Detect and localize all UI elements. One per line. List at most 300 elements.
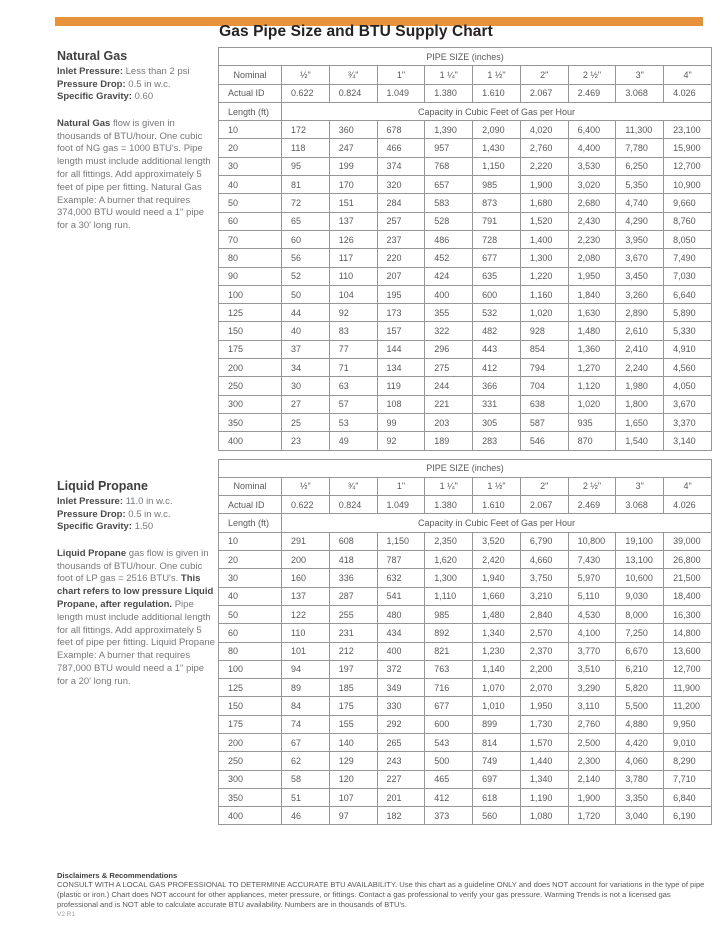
capacity-value: 8,050 bbox=[664, 230, 712, 248]
capacity-value: 3,040 bbox=[616, 807, 664, 825]
liquid-propane-table bbox=[218, 459, 712, 826]
capacity-value: 957 bbox=[425, 139, 473, 157]
table-row bbox=[219, 230, 712, 248]
capacity-value: 3,210 bbox=[520, 587, 568, 605]
capacity-value: 3,110 bbox=[568, 697, 616, 715]
actual-id-value: 0.622 bbox=[282, 496, 330, 514]
capacity-value: 424 bbox=[425, 267, 473, 285]
capacity-value: 99 bbox=[377, 413, 425, 431]
table-row bbox=[219, 752, 712, 770]
disclaimer-text: CONSULT WITH A LOCAL GAS PROFESSIONAL TO DETERMINE ACCURATE BTU AVAILABILITY. Use this chart as a guideline ONLY and does NOT account for variations in the type of pipe (plastic or iron.) Chart does NOT account for other appliances, meter pressure, or fittings. Contact a gas professional to verify your gas pressure. Warming Trends is not a licensed gas professional and is NOT able to calculate accurate BTU availability. Numbers are in thousands of BTU's. bbox=[57, 880, 705, 909]
liquid-propane-description bbox=[57, 548, 217, 689]
capacity-value: 3,350 bbox=[616, 788, 664, 806]
capacity-value: 1,480 bbox=[473, 605, 521, 623]
actual-id-value: 2.469 bbox=[568, 84, 616, 102]
capacity-value: 221 bbox=[425, 395, 473, 413]
capacity-value: 697 bbox=[473, 770, 521, 788]
capacity-value: 23 bbox=[282, 432, 330, 450]
capacity-value: 151 bbox=[329, 194, 377, 212]
capacity-value: 587 bbox=[520, 413, 568, 431]
capacity-value: 1,080 bbox=[520, 807, 568, 825]
capacity-value: 985 bbox=[473, 176, 521, 194]
capacity-value: 2,760 bbox=[568, 715, 616, 733]
pipe-size-header-row bbox=[219, 459, 712, 477]
capacity-value: 6,250 bbox=[616, 157, 664, 175]
capacity-value: 65 bbox=[282, 212, 330, 230]
table-row bbox=[219, 770, 712, 788]
capacity-value: 2,220 bbox=[520, 157, 568, 175]
capacity-value: 2,840 bbox=[520, 605, 568, 623]
spec-value: 0.60 bbox=[134, 91, 154, 103]
actual-id-value: 3.068 bbox=[616, 84, 664, 102]
spec-line bbox=[57, 509, 217, 522]
capacity-value: 50 bbox=[282, 285, 330, 303]
capacity-value: 173 bbox=[377, 304, 425, 322]
para-text: flow is given in thousands of BTU/hour. One cubic foot of NG gas = 1000 BTU's. Pipe length must include additional length for all fittings. Add approximately 5 feet of pipe per fitting. Natural Gas Example: A burner that requires 374,000 BTU would need a 1" pipe for a 30' long run. bbox=[57, 117, 211, 232]
capacity-value: 7,780 bbox=[616, 139, 664, 157]
nominal-size: 1 ½" bbox=[473, 477, 521, 495]
length-value: 350 bbox=[219, 413, 282, 431]
capacity-value: 220 bbox=[377, 249, 425, 267]
capacity-value: 2,090 bbox=[473, 121, 521, 139]
capacity-value: 243 bbox=[377, 752, 425, 770]
capacity-value: 1,940 bbox=[473, 569, 521, 587]
capacity-value: 1,140 bbox=[473, 660, 521, 678]
spec-value: Less than 2 psi bbox=[125, 66, 190, 77]
capacity-value: 44 bbox=[282, 304, 330, 322]
capacity-value: 172 bbox=[282, 121, 330, 139]
capacity-value: 21,500 bbox=[664, 569, 712, 587]
capacity-label: Capacity in Cubic Feet of Gas per Hour bbox=[282, 514, 712, 532]
capacity-value: 3,670 bbox=[616, 249, 664, 267]
capacity-value: 3,140 bbox=[664, 432, 712, 450]
length-value: 40 bbox=[219, 587, 282, 605]
capacity-value: 5,110 bbox=[568, 587, 616, 605]
capacity-value: 2,350 bbox=[425, 532, 473, 550]
capacity-value: 89 bbox=[282, 679, 330, 697]
capacity-value: 110 bbox=[329, 267, 377, 285]
table-row bbox=[219, 249, 712, 267]
capacity-value: 25 bbox=[282, 413, 330, 431]
capacity-value: 52 bbox=[282, 267, 330, 285]
capacity-value: 4,660 bbox=[520, 551, 568, 569]
capacity-value: 2,890 bbox=[616, 304, 664, 322]
capacity-value: 763 bbox=[425, 660, 473, 678]
length-value: 250 bbox=[219, 377, 282, 395]
table-row bbox=[219, 139, 712, 157]
capacity-value: 12,700 bbox=[664, 660, 712, 678]
nominal-size: 2 ½" bbox=[568, 477, 616, 495]
capacity-value: 5,350 bbox=[616, 176, 664, 194]
nominal-size: 2" bbox=[520, 477, 568, 495]
capacity-value: 305 bbox=[473, 413, 521, 431]
capacity-value: 434 bbox=[377, 624, 425, 642]
capacity-value: 117 bbox=[329, 249, 377, 267]
capacity-value: 57 bbox=[329, 395, 377, 413]
capacity-value: 2,080 bbox=[568, 249, 616, 267]
capacity-value: 2,570 bbox=[520, 624, 568, 642]
capacity-value: 2,070 bbox=[520, 679, 568, 697]
capacity-value: 1,570 bbox=[520, 733, 568, 751]
capacity-value: 53 bbox=[329, 413, 377, 431]
capacity-value: 284 bbox=[377, 194, 425, 212]
capacity-value: 1,430 bbox=[473, 139, 521, 157]
capacity-value: 3,780 bbox=[616, 770, 664, 788]
capacity-value: 749 bbox=[473, 752, 521, 770]
actual-id-value: 1.049 bbox=[377, 84, 425, 102]
capacity-value: 58 bbox=[282, 770, 330, 788]
capacity-value: 412 bbox=[473, 359, 521, 377]
capacity-value: 608 bbox=[329, 532, 377, 550]
para-text: Pipe length must include additional length for all fittings. Add approximately 5 feet of pipe per fitting. Liquid Propane Example: A burner that requires 787,000 BTU would need a 1" pipe for a 20' long run. bbox=[57, 598, 215, 687]
capacity-value: 97 bbox=[329, 807, 377, 825]
capacity-value: 4,060 bbox=[616, 752, 664, 770]
length-label: Length (ft) bbox=[219, 514, 282, 532]
table-row bbox=[219, 212, 712, 230]
capacity-value: 1,220 bbox=[520, 267, 568, 285]
capacity-value: 244 bbox=[425, 377, 473, 395]
spec-label: Specific Gravity: bbox=[57, 521, 132, 533]
capacity-value: 1,070 bbox=[473, 679, 521, 697]
capacity-value: 4,290 bbox=[616, 212, 664, 230]
capacity-value: 330 bbox=[377, 697, 425, 715]
length-capacity-row bbox=[219, 102, 712, 120]
table-row bbox=[219, 267, 712, 285]
capacity-value: 14,800 bbox=[664, 624, 712, 642]
capacity-value: 40 bbox=[282, 322, 330, 340]
nominal-size: ¾" bbox=[329, 66, 377, 84]
capacity-value: 19,100 bbox=[616, 532, 664, 550]
capacity-value: 92 bbox=[329, 304, 377, 322]
table-row bbox=[219, 807, 712, 825]
capacity-value: 231 bbox=[329, 624, 377, 642]
capacity-value: 546 bbox=[520, 432, 568, 450]
capacity-value: 2,680 bbox=[568, 194, 616, 212]
capacity-value: 3,260 bbox=[616, 285, 664, 303]
capacity-value: 155 bbox=[329, 715, 377, 733]
capacity-label: Capacity in Cubic Feet of Gas per Hour bbox=[282, 102, 712, 120]
capacity-value: 296 bbox=[425, 340, 473, 358]
capacity-value: 4,420 bbox=[616, 733, 664, 751]
length-value: 60 bbox=[219, 624, 282, 642]
capacity-value: 854 bbox=[520, 340, 568, 358]
capacity-value: 1,110 bbox=[425, 587, 473, 605]
capacity-value: 207 bbox=[377, 267, 425, 285]
capacity-value: 465 bbox=[425, 770, 473, 788]
capacity-value: 74 bbox=[282, 715, 330, 733]
capacity-value: 677 bbox=[425, 697, 473, 715]
capacity-value: 1,950 bbox=[568, 267, 616, 285]
capacity-value: 7,250 bbox=[616, 624, 664, 642]
capacity-value: 95 bbox=[282, 157, 330, 175]
capacity-value: 1,300 bbox=[425, 569, 473, 587]
length-value: 50 bbox=[219, 605, 282, 623]
capacity-value: 583 bbox=[425, 194, 473, 212]
table-row bbox=[219, 413, 712, 431]
capacity-value: 5,970 bbox=[568, 569, 616, 587]
capacity-value: 928 bbox=[520, 322, 568, 340]
length-value: 30 bbox=[219, 569, 282, 587]
actual-id-value: 1.049 bbox=[377, 496, 425, 514]
capacity-value: 355 bbox=[425, 304, 473, 322]
capacity-value: 6,670 bbox=[616, 642, 664, 660]
capacity-value: 247 bbox=[329, 139, 377, 157]
length-value: 30 bbox=[219, 157, 282, 175]
actual-id-value: 0.622 bbox=[282, 84, 330, 102]
capacity-value: 9,030 bbox=[616, 587, 664, 605]
capacity-value: 7,710 bbox=[664, 770, 712, 788]
capacity-value: 144 bbox=[377, 340, 425, 358]
capacity-value: 2,430 bbox=[568, 212, 616, 230]
capacity-value: 7,430 bbox=[568, 551, 616, 569]
capacity-value: 1,730 bbox=[520, 715, 568, 733]
table-row bbox=[219, 532, 712, 550]
spec-value: 11.0 in w.c. bbox=[125, 496, 173, 507]
capacity-value: 2,200 bbox=[520, 660, 568, 678]
capacity-value: 9,010 bbox=[664, 733, 712, 751]
pipe-size-header: PIPE SIZE (inches) bbox=[219, 459, 712, 477]
capacity-value: 4,740 bbox=[616, 194, 664, 212]
nominal-size: 4" bbox=[664, 66, 712, 84]
capacity-value: 182 bbox=[377, 807, 425, 825]
capacity-value: 56 bbox=[282, 249, 330, 267]
capacity-value: 129 bbox=[329, 752, 377, 770]
capacity-value: 118 bbox=[282, 139, 330, 157]
capacity-value: 2,240 bbox=[616, 359, 664, 377]
capacity-value: 360 bbox=[329, 121, 377, 139]
capacity-value: 10,800 bbox=[568, 532, 616, 550]
capacity-value: 1,150 bbox=[377, 532, 425, 550]
capacity-value: 1,360 bbox=[568, 340, 616, 358]
capacity-value: 8,000 bbox=[616, 605, 664, 623]
capacity-value: 4,910 bbox=[664, 340, 712, 358]
capacity-value: 728 bbox=[473, 230, 521, 248]
table-row bbox=[219, 733, 712, 751]
actual-id-label: Actual ID bbox=[219, 84, 282, 102]
spec-label: Specific Gravity: bbox=[57, 91, 132, 103]
table-row bbox=[219, 377, 712, 395]
capacity-value: 51 bbox=[282, 788, 330, 806]
capacity-value: 794 bbox=[520, 359, 568, 377]
table-row bbox=[219, 395, 712, 413]
capacity-value: 39,000 bbox=[664, 532, 712, 550]
actual-id-value: 1.380 bbox=[425, 496, 473, 514]
natural-gas-description bbox=[57, 118, 217, 233]
nominal-size: 1" bbox=[377, 477, 425, 495]
para-text: gas flow is given in thousands of BTU/hour. One cubic foot of LP gas = 2516 BTU's. bbox=[57, 547, 209, 585]
capacity-value: 2,370 bbox=[520, 642, 568, 660]
table-row bbox=[219, 176, 712, 194]
table-row bbox=[219, 340, 712, 358]
capacity-value: 13,600 bbox=[664, 642, 712, 660]
nominal-size: 2 ½" bbox=[568, 66, 616, 84]
capacity-value: 787 bbox=[377, 551, 425, 569]
capacity-value: 1,720 bbox=[568, 807, 616, 825]
capacity-value: 678 bbox=[377, 121, 425, 139]
capacity-value: 1,340 bbox=[473, 624, 521, 642]
capacity-value: 5,500 bbox=[616, 697, 664, 715]
actual-id-value: 2.469 bbox=[568, 496, 616, 514]
capacity-value: 452 bbox=[425, 249, 473, 267]
capacity-value: 104 bbox=[329, 285, 377, 303]
actual-id-label: Actual ID bbox=[219, 496, 282, 514]
capacity-value: 480 bbox=[377, 605, 425, 623]
actual-id-value: 2.067 bbox=[520, 84, 568, 102]
spec-label: Pressure Drop: bbox=[57, 508, 126, 520]
capacity-value: 3,510 bbox=[568, 660, 616, 678]
capacity-value: 63 bbox=[329, 377, 377, 395]
pipe-size-header: PIPE SIZE (inches) bbox=[219, 48, 712, 66]
capacity-value: 10,900 bbox=[664, 176, 712, 194]
nominal-size: 1 ¼" bbox=[425, 66, 473, 84]
length-value: 125 bbox=[219, 304, 282, 322]
liquid-propane-heading: Liquid Propane bbox=[57, 479, 148, 493]
capacity-value: 704 bbox=[520, 377, 568, 395]
actual-id-value: 4.026 bbox=[664, 84, 712, 102]
capacity-value: 331 bbox=[473, 395, 521, 413]
capacity-value: 227 bbox=[377, 770, 425, 788]
pipe-size-header-row bbox=[219, 48, 712, 66]
capacity-value: 6,640 bbox=[664, 285, 712, 303]
capacity-value: 1,660 bbox=[473, 587, 521, 605]
length-value: 70 bbox=[219, 230, 282, 248]
capacity-value: 6,210 bbox=[616, 660, 664, 678]
actual-id-value: 1.610 bbox=[473, 496, 521, 514]
capacity-value: 4,880 bbox=[616, 715, 664, 733]
capacity-value: 600 bbox=[425, 715, 473, 733]
capacity-value: 3,020 bbox=[568, 176, 616, 194]
length-label: Length (ft) bbox=[219, 102, 282, 120]
capacity-value: 11,200 bbox=[664, 697, 712, 715]
capacity-value: 768 bbox=[425, 157, 473, 175]
capacity-value: 108 bbox=[377, 395, 425, 413]
capacity-value: 8,290 bbox=[664, 752, 712, 770]
capacity-value: 400 bbox=[425, 285, 473, 303]
capacity-value: 292 bbox=[377, 715, 425, 733]
table-row bbox=[219, 788, 712, 806]
capacity-value: 1,800 bbox=[616, 395, 664, 413]
capacity-value: 4,100 bbox=[568, 624, 616, 642]
capacity-value: 1,620 bbox=[425, 551, 473, 569]
table-row bbox=[219, 121, 712, 139]
capacity-value: 71 bbox=[329, 359, 377, 377]
capacity-value: 197 bbox=[329, 660, 377, 678]
capacity-value: 635 bbox=[473, 267, 521, 285]
capacity-value: 1,190 bbox=[520, 788, 568, 806]
capacity-value: 5,820 bbox=[616, 679, 664, 697]
nominal-size: ¾" bbox=[329, 477, 377, 495]
length-value: 100 bbox=[219, 285, 282, 303]
capacity-value: 201 bbox=[377, 788, 425, 806]
capacity-value: 46 bbox=[282, 807, 330, 825]
capacity-value: 49 bbox=[329, 432, 377, 450]
capacity-value: 899 bbox=[473, 715, 521, 733]
capacity-value: 528 bbox=[425, 212, 473, 230]
capacity-value: 200 bbox=[282, 551, 330, 569]
capacity-value: 1,520 bbox=[520, 212, 568, 230]
length-value: 150 bbox=[219, 322, 282, 340]
capacity-value: 12,700 bbox=[664, 157, 712, 175]
capacity-value: 8,760 bbox=[664, 212, 712, 230]
length-value: 400 bbox=[219, 807, 282, 825]
capacity-value: 77 bbox=[329, 340, 377, 358]
length-value: 400 bbox=[219, 432, 282, 450]
length-value: 20 bbox=[219, 551, 282, 569]
capacity-value: 1,480 bbox=[568, 322, 616, 340]
length-value: 125 bbox=[219, 679, 282, 697]
capacity-value: 2,420 bbox=[473, 551, 521, 569]
capacity-value: 466 bbox=[377, 139, 425, 157]
nominal-row bbox=[219, 477, 712, 495]
length-value: 50 bbox=[219, 194, 282, 212]
capacity-value: 185 bbox=[329, 679, 377, 697]
capacity-value: 1,020 bbox=[520, 304, 568, 322]
actual-id-value: 2.067 bbox=[520, 496, 568, 514]
capacity-value: 400 bbox=[377, 642, 425, 660]
capacity-value: 2,410 bbox=[616, 340, 664, 358]
actual-id-row bbox=[219, 84, 712, 102]
capacity-value: 821 bbox=[425, 642, 473, 660]
capacity-value: 618 bbox=[473, 788, 521, 806]
spec-label: Inlet Pressure: bbox=[57, 66, 123, 77]
capacity-value: 237 bbox=[377, 230, 425, 248]
length-value: 10 bbox=[219, 121, 282, 139]
capacity-value: 81 bbox=[282, 176, 330, 194]
spec-line bbox=[57, 496, 217, 509]
capacity-value: 67 bbox=[282, 733, 330, 751]
capacity-value: 175 bbox=[329, 697, 377, 715]
capacity-value: 122 bbox=[282, 605, 330, 623]
table-row bbox=[219, 569, 712, 587]
capacity-value: 265 bbox=[377, 733, 425, 751]
capacity-value: 7,030 bbox=[664, 267, 712, 285]
capacity-value: 814 bbox=[473, 733, 521, 751]
capacity-value: 1,840 bbox=[568, 285, 616, 303]
length-value: 300 bbox=[219, 770, 282, 788]
capacity-value: 1,400 bbox=[520, 230, 568, 248]
capacity-value: 18,400 bbox=[664, 587, 712, 605]
capacity-value: 791 bbox=[473, 212, 521, 230]
capacity-value: 3,770 bbox=[568, 642, 616, 660]
capacity-value: 62 bbox=[282, 752, 330, 770]
spec-value: 1.50 bbox=[134, 521, 154, 533]
table-row bbox=[219, 660, 712, 678]
capacity-value: 94 bbox=[282, 660, 330, 678]
capacity-value: 137 bbox=[282, 587, 330, 605]
para-bold-lead: Natural Gas bbox=[57, 117, 111, 129]
capacity-value: 5,890 bbox=[664, 304, 712, 322]
nominal-size: 1 ½" bbox=[473, 66, 521, 84]
capacity-value: 15,900 bbox=[664, 139, 712, 157]
capacity-value: 1,950 bbox=[520, 697, 568, 715]
capacity-value: 83 bbox=[329, 322, 377, 340]
nominal-label: Nominal bbox=[219, 477, 282, 495]
length-value: 300 bbox=[219, 395, 282, 413]
table-row bbox=[219, 715, 712, 733]
capacity-value: 1,300 bbox=[520, 249, 568, 267]
capacity-value: 26,800 bbox=[664, 551, 712, 569]
capacity-value: 4,560 bbox=[664, 359, 712, 377]
capacity-value: 374 bbox=[377, 157, 425, 175]
spec-line bbox=[57, 91, 217, 104]
capacity-value: 1,440 bbox=[520, 752, 568, 770]
length-value: 80 bbox=[219, 249, 282, 267]
capacity-value: 6,840 bbox=[664, 788, 712, 806]
nominal-size: ½" bbox=[282, 477, 330, 495]
capacity-value: 199 bbox=[329, 157, 377, 175]
capacity-value: 255 bbox=[329, 605, 377, 623]
capacity-value: 560 bbox=[473, 807, 521, 825]
